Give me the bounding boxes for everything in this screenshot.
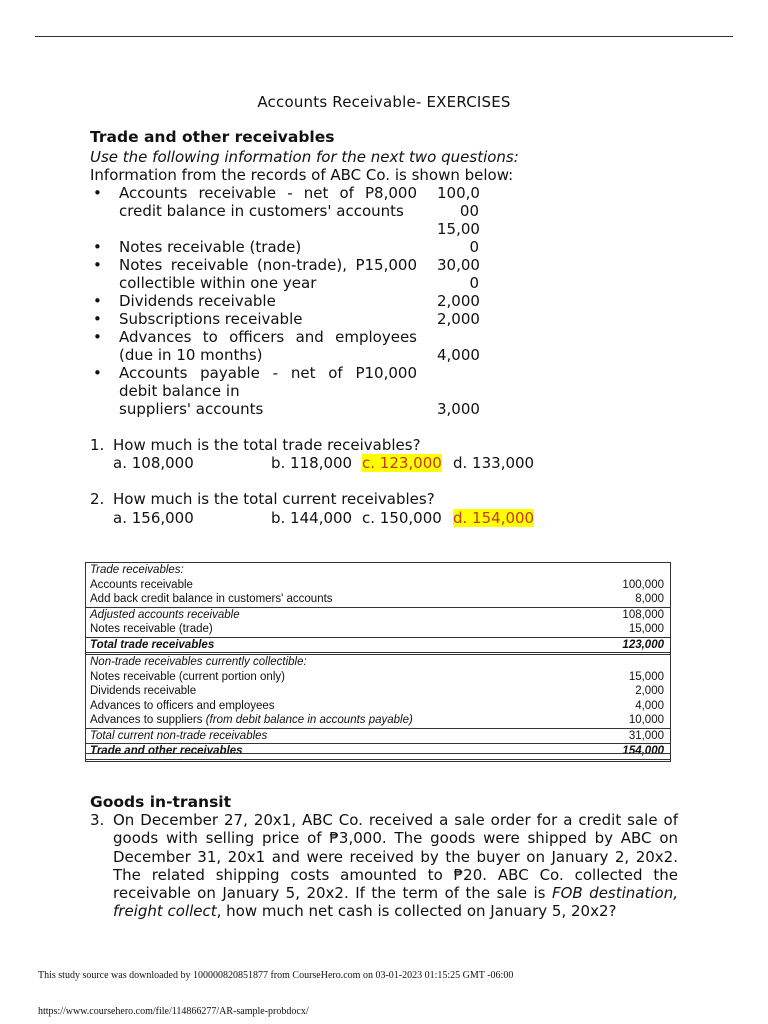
source-url[interactable]: https://www.coursehero.com/file/114866277/AR-sample-probdocx/: [38, 1006, 309, 1017]
choice-b: b. 118,000: [271, 454, 353, 472]
row-label: Accounts receivable: [90, 578, 193, 591]
item-label: suppliers' accounts: [119, 400, 264, 418]
bullet: •: [93, 364, 102, 382]
row-label: Trade receivables:: [90, 564, 184, 576]
row-label-note: (from debit balance in accounts payable): [205, 714, 413, 726]
choice-d-answer: d. 154,000: [453, 509, 535, 527]
paragraph-line: [113, 902, 678, 920]
bullet: •: [93, 238, 102, 256]
item-amount: 15,00: [437, 220, 480, 238]
question-3-text: [113, 811, 678, 921]
row-label: Non-trade receivables currently collectible:: [90, 656, 307, 668]
item-amount: 2,000: [437, 292, 480, 310]
choice-b: b. 144,000: [271, 509, 353, 527]
choice-a: a. 108,000: [113, 454, 194, 472]
paragraph-line: goods with selling price of ₱3,000. The goods were shipped by ABC on: [113, 829, 678, 848]
paragraph-line: December 31, 20x1 and were received by the buyer on January 2, 20x2.: [113, 847, 678, 866]
choice-d: d. 133,000: [453, 454, 535, 472]
line-text: receivable on January 5, 20x2. If the term of the sale is: [113, 884, 552, 903]
top-rule: [35, 36, 733, 37]
line-text: , how much net cash is collected on January 5, 20x2?: [216, 902, 617, 921]
table-row: [86, 622, 670, 637]
item-label: Accounts payable - net of P10,000: [119, 364, 417, 382]
solution-table: [85, 562, 671, 762]
item-amount: 0: [469, 274, 479, 292]
table-row: [86, 578, 670, 593]
table-row: [86, 592, 670, 607]
row-value: 15,000: [628, 623, 664, 635]
row-value: 2,000: [635, 685, 664, 697]
item-label: debit balance in: [119, 382, 240, 400]
item-amount: 30,00: [437, 256, 480, 274]
row-value: 100,000: [622, 578, 664, 591]
table-row: [86, 563, 670, 578]
item-amount: 3,000: [437, 400, 480, 418]
bullet: •: [93, 328, 102, 346]
row-value: 123,000: [622, 638, 664, 651]
row-value: 108,000: [622, 608, 664, 621]
choice-c-answer: c. 123,000: [362, 454, 442, 472]
table-row: [86, 684, 670, 699]
choice-a: a. 156,000: [113, 509, 194, 527]
paragraph-line: [113, 884, 678, 902]
table-bottom-rule: [85, 753, 671, 754]
question-number: 1.: [90, 436, 105, 454]
item-label: Notes receivable (trade): [119, 238, 302, 256]
item-label: collectible within one year: [119, 274, 317, 292]
source-notice: This study source was downloaded by 100000820851877 from CourseHero.com on 03-01-2023 01:15:25 GMT -06:00: [38, 970, 514, 981]
bullet: •: [93, 310, 102, 328]
paragraph-line: On December 27, 20x1, ABC Co. received a sale order for a credit sale of: [113, 811, 678, 829]
row-label: Dividends receivable: [90, 685, 197, 697]
section-heading-goods: Goods in-transit: [90, 793, 232, 811]
intro-text: Information from the records of ABC Co. is shown below:: [90, 166, 514, 184]
bullet: •: [93, 184, 102, 202]
row-label: Notes receivable (trade): [90, 623, 213, 635]
row-value: 8,000: [635, 593, 664, 605]
item-label: Notes receivable (non-trade), P15,000: [119, 256, 417, 274]
line-text-italic: freight collect: [113, 902, 217, 921]
table-row-total: [86, 637, 670, 656]
instruction-text: Use the following information for the next two questions:: [90, 148, 519, 166]
item-label: Dividends receivable: [119, 292, 276, 310]
bullet: •: [93, 256, 102, 274]
row-label: Total current non-trade receivables: [90, 729, 268, 742]
row-value: 154,000: [622, 745, 664, 757]
row-value: 10,000: [628, 714, 664, 726]
row-value: 4,000: [635, 699, 664, 712]
question-number: 3.: [90, 811, 105, 829]
item-amount: 00: [459, 202, 479, 220]
table-row: [86, 607, 670, 623]
section-heading-trade: Trade and other receivables: [90, 128, 335, 146]
table-row: [86, 670, 670, 685]
paragraph-line: The related shipping costs amounted to ₱20. ABC Co. collected the: [113, 865, 678, 884]
row-value: 15,000: [628, 670, 664, 683]
table-row: [86, 713, 670, 728]
row-label: Trade and other receivables: [90, 745, 243, 757]
line-text-italic: FOB destination,: [551, 884, 678, 903]
item-amount: 2,000: [437, 310, 480, 328]
row-label-main: Advances to suppliers: [90, 714, 203, 726]
row-label: Advances to officers and employees: [90, 699, 275, 712]
bullet: •: [93, 292, 102, 310]
question-number: 2.: [90, 490, 105, 508]
table-row: [86, 655, 670, 670]
row-label: Adjusted accounts receivable: [90, 608, 240, 621]
item-label: (due in 10 months): [119, 346, 263, 364]
item-label: Advances to officers and employees: [119, 328, 417, 346]
table-row: [86, 728, 670, 744]
page-title: Accounts Receivable- EXERCISES: [257, 93, 511, 111]
choice-c: c. 150,000: [362, 509, 442, 527]
row-label: Total trade receivables: [90, 638, 215, 651]
table-row: [86, 699, 670, 714]
question-text: How much is the total current receivables?: [113, 490, 435, 508]
item-amount: 100,0: [437, 184, 480, 202]
item-amount: 4,000: [437, 346, 480, 364]
item-label: credit balance in customers' accounts: [119, 202, 404, 220]
item-label: Accounts receivable - net of P8,000: [119, 184, 417, 202]
item-amount: 0: [469, 238, 479, 256]
item-label: Subscriptions receivable: [119, 310, 303, 328]
question-text: How much is the total trade receivables?: [113, 436, 421, 454]
row-label: [90, 713, 413, 728]
row-label: Notes receivable (current portion only): [90, 670, 285, 683]
row-value: 31,000: [628, 729, 664, 742]
row-label: Add back credit balance in customers' accounts: [90, 593, 333, 605]
